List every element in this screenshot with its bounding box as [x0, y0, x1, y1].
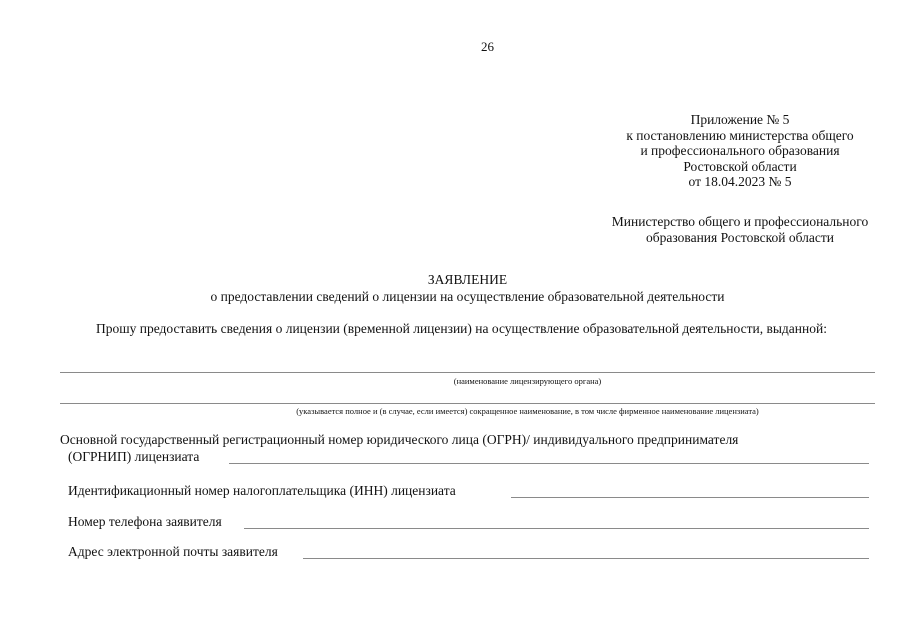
request-text: Прошу предоставить сведения о лицензии (временной лицензии) на осуществление образовательной деятельности, выданной:	[96, 321, 827, 336]
appendix-line: от 18.04.2023 № 5	[688, 174, 792, 190]
licensee-name-input-line[interactable]	[60, 403, 875, 404]
page-number: 26	[481, 39, 494, 54]
inn-input-line[interactable]	[511, 497, 869, 498]
addressee-line: образования Ростовской области	[646, 229, 834, 245]
addressee-block	[560, 214, 905, 245]
inn-label: Идентификационный номер налогоплательщика (ИНН) лицензиата	[68, 483, 456, 498]
phone-input-line[interactable]	[244, 528, 869, 529]
appendix-block	[560, 112, 905, 190]
ogrn-label-line2: (ОГРНИП) лицензиата	[68, 449, 200, 464]
phone-label: Номер телефона заявителя	[68, 514, 222, 529]
email-input-line[interactable]	[303, 558, 869, 559]
addressee-line: Министерство общего и профессионального	[611, 214, 869, 229]
appendix-line: и профессионального образования	[640, 143, 840, 159]
document-title: ЗАЯВЛЕНИЕ	[427, 272, 508, 287]
appendix-line: Приложение № 5	[690, 112, 790, 127]
ogrn-input-line[interactable]	[229, 463, 869, 464]
ogrn-label-line1: Основной государственный регистрационный номер юридического лица (ОГРН)/ индивидуального предпринимателя	[60, 432, 739, 447]
request-paragraph	[60, 320, 873, 337]
appendix-line: к постановлению министерства общего	[626, 127, 854, 143]
document-subtitle: о предоставлении сведений о лицензии на осуществление образовательной деятельности	[210, 289, 725, 304]
licensee-name-caption: (указывается полное и (в случае, если имеется) сокращенное наименование, в том числе фирменное наименование лицензиата)	[296, 406, 759, 416]
licensing-body-caption: (наименование лицензирующего органа)	[453, 376, 602, 386]
licensing-body-input-line[interactable]	[60, 372, 875, 373]
appendix-line: Ростовской области	[683, 158, 797, 174]
email-label: Адрес электронной почты заявителя	[68, 544, 278, 559]
